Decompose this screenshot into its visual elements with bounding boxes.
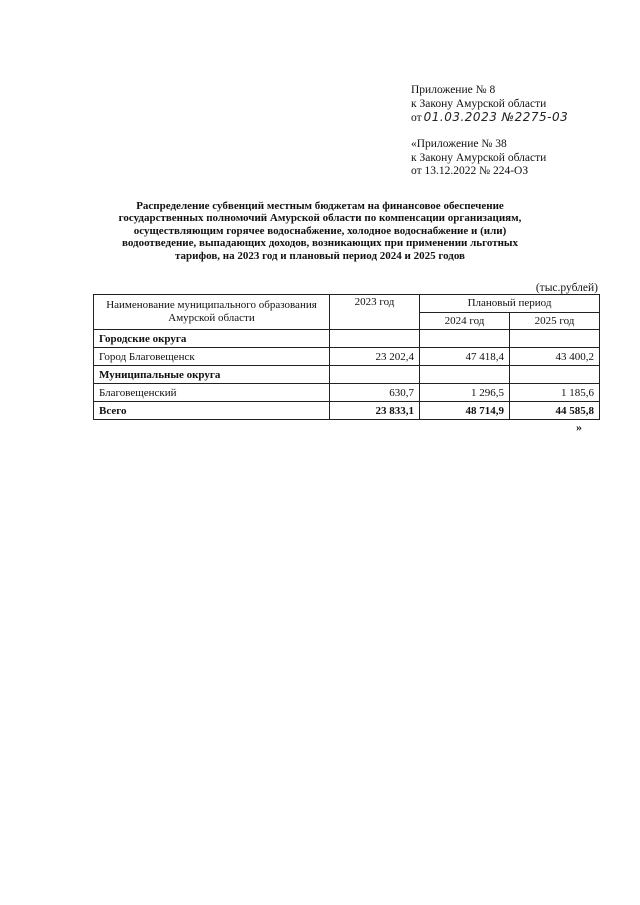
row-name: Благовещенский [94,384,330,402]
closing-quote: » [576,420,582,434]
group-label: Городские округа [94,330,330,348]
col-header-plan: Плановый период [420,295,600,313]
row-name: Город Благовещенск [94,348,330,366]
appendix-number: Приложение № 8 [411,84,496,96]
row-value-2025: 1 185,6 [510,384,600,402]
document-title: Распределение субвенций местным бюджетам на финансовое обеспечение государственных полномочий Амурской области по компенсации организациям, осуществляющим горячее водоснабжение, холодное водоснабжение и (или) водоотведение, выпадающих доходов, возникающих при применении льготных тарифов, на 2023 год и плановый период 2024 и 2025 годов [118,200,522,262]
row-value-2023: 23 202,4 [330,348,420,366]
total-label: Всего [94,402,330,420]
date-prefix: от [411,112,422,124]
group-label: Муниципальные округа [94,366,330,384]
total-value-2023: 23 833,1 [330,402,420,420]
prev-law-reference: к Закону Амурской области [411,151,547,164]
total-row [94,402,600,420]
total-value-2024: 48 714,9 [420,402,510,420]
law-date-line [411,111,568,126]
distribution-table [93,294,600,420]
total-value-2025: 44 585,8 [510,402,600,420]
row-value-2025: 43 400,2 [510,348,600,366]
appendix-header [411,84,568,126]
col-header-2025: 2025 год [510,312,600,330]
prev-law-date: от 13.12.2022 № 224-ОЗ [411,165,529,177]
col-header-2023: 2023 год [330,295,420,330]
row-value-2024: 47 418,4 [420,348,510,366]
row-value-2023: 630,7 [330,384,420,402]
previous-appendix-header [411,138,546,179]
group-row [94,366,600,384]
handwritten-date: 01.03.2023 №2275-03 [423,110,569,124]
units-label: (тыс.рублей) [535,282,598,294]
group-row [94,330,600,348]
table-row [94,348,600,366]
row-value-2024: 1 296,5 [420,384,510,402]
prev-appendix-number: «Приложение № 38 [411,138,507,150]
col-header-name: Наименование муниципального образования Амурской области [94,295,330,330]
col-header-2024: 2024 год [420,312,510,330]
table-row [94,384,600,402]
law-reference: к Закону Амурской области [411,97,547,110]
